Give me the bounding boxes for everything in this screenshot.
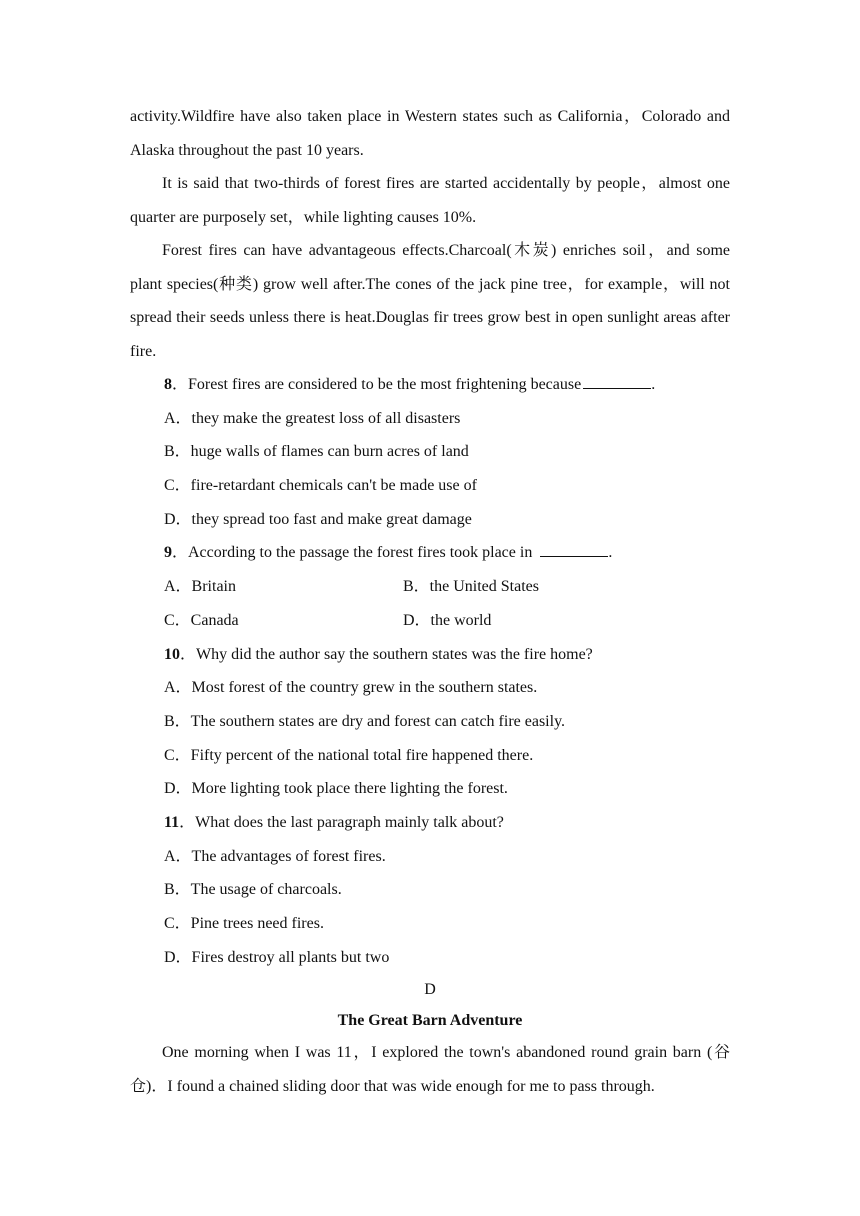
question-number: 9 — [164, 544, 172, 562]
question-11 — [130, 806, 730, 974]
question-number: 10 — [164, 645, 180, 663]
option-c: C．Canada — [164, 611, 239, 629]
option-c: C．fire-retardant chemicals can't be made use of — [164, 477, 477, 495]
question-9 — [130, 536, 730, 637]
answer-blank — [540, 540, 608, 557]
option-c: C．Fifty percent of the national total fire happened there. — [164, 746, 534, 764]
passage-c-paragraph-1: activity.Wildfire have also taken place in Western states such as California，Colorado and Alaska throughout the past 10 years. — [130, 108, 730, 159]
question-number: 11 — [164, 813, 180, 831]
option-b: B．huge walls of flames can burn acres of land — [164, 443, 469, 461]
option-a: A．The advantages of forest fires. — [164, 847, 386, 865]
passage-c-paragraph-3: Forest fires can have advantageous effects.Charcoal(木炭) enriches soil，and some plant species(种类) grow well after.The cones of the jack pine tree，for example，will not spread their seeds unless there is heat.Douglas fir trees grow best in open sunlight areas after fire. — [130, 242, 730, 360]
option-c: C．Pine trees need fires. — [164, 915, 324, 932]
option-d: D．Fires destroy all plants but two — [164, 948, 390, 966]
question-10-stem — [130, 638, 730, 672]
question-number: 8 — [164, 376, 172, 393]
option-b: B．the United States — [403, 578, 539, 596]
option-a: A．Britain — [164, 578, 236, 596]
question-text: ．According to the passage the forest fires took place in — [172, 544, 533, 562]
section-label: D — [424, 981, 436, 999]
option-b: B．The usage of charcoals. — [164, 881, 342, 899]
passage-c-paragraph-2: It is said that two-thirds of forest fires are started accidentally by people，almost one quarter are purposely set，while lighting causes 10%. — [130, 175, 730, 226]
option-a: A．they make the greatest loss of all disasters — [164, 409, 461, 427]
question-8-stem — [130, 368, 730, 402]
option-row-cd — [130, 604, 730, 638]
option-row-ab — [130, 570, 730, 604]
option-b: B．The southern states are dry and forest can catch fire easily. — [164, 712, 566, 730]
answer-blank — [583, 372, 651, 389]
question-tail: . — [651, 376, 656, 393]
question-8 — [130, 368, 730, 536]
question-text: ．Why did the author say the southern states was the fire home? — [180, 645, 593, 663]
option-d: D．More lighting took place there lighting the forest. — [164, 780, 508, 798]
question-11-stem — [130, 806, 730, 840]
passage-d-paragraph-1: One morning when I was 11，I explored the town's abandoned round grain barn (谷仓)．I found a chained sliding door that was wide enough for me to pass through. — [130, 1044, 730, 1095]
question-9-stem — [130, 536, 730, 570]
question-text: ．Forest fires are considered to be the most frightening because — [172, 376, 582, 393]
passage-title: The Great Barn Adventure — [337, 1012, 523, 1030]
document-page — [130, 100, 730, 1103]
question-tail: . — [608, 544, 613, 562]
option-a: A．Most forest of the country grew in the southern states. — [164, 679, 538, 697]
option-d: D．they spread too fast and make great damage — [164, 510, 472, 528]
question-text: ．What does the last paragraph mainly talk about? — [179, 813, 504, 831]
question-10 — [130, 638, 730, 806]
option-d: D．the world — [403, 611, 492, 629]
